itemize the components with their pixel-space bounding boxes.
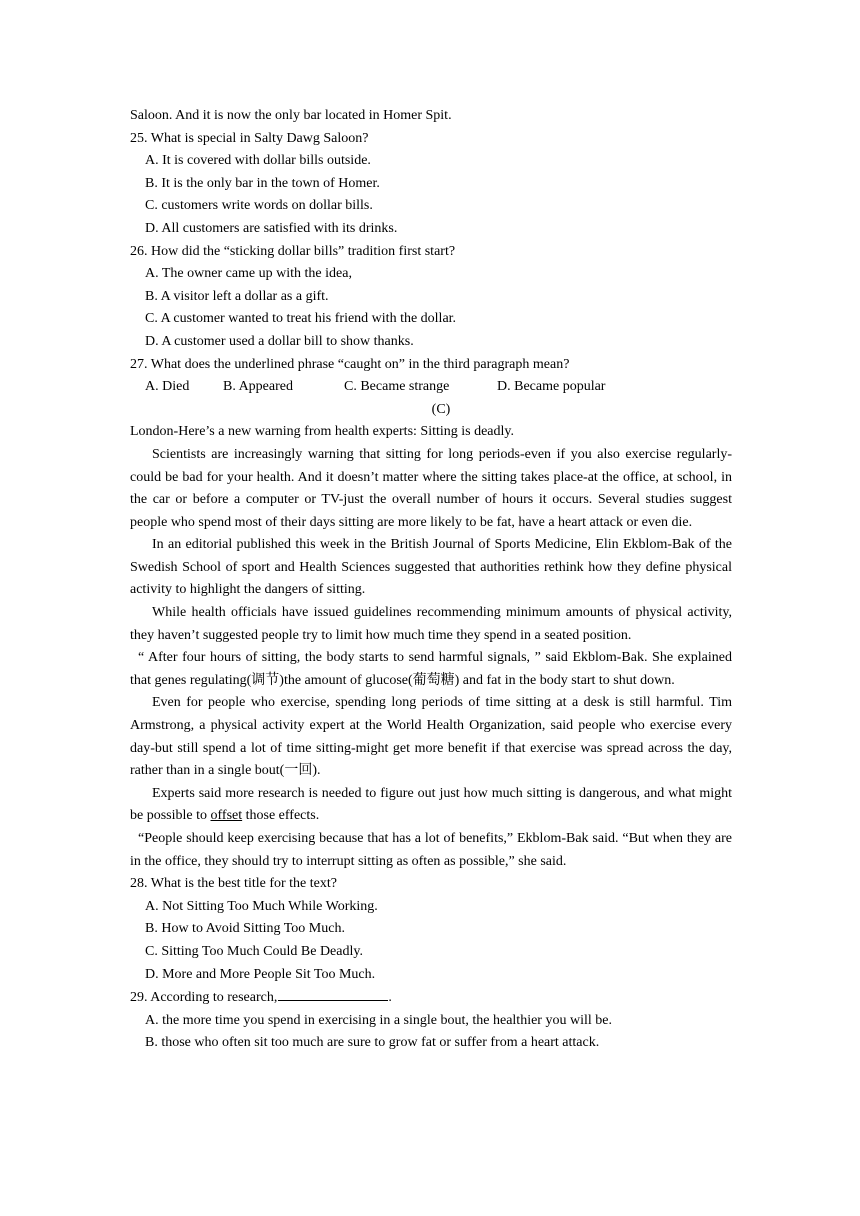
q27-option-d: D. Became popular — [497, 379, 606, 395]
q28-option-b: B. How to Avoid Sitting Too Much. — [145, 921, 345, 937]
q27-option-c: C. Became strange — [344, 379, 450, 395]
q26-option-c: C. A customer wanted to treat his friend with the dollar. — [145, 311, 457, 327]
q26-option-a: A. The owner came up with the idea, — [145, 266, 352, 282]
q28-option-a: A. Not Sitting Too Much While Working. — [145, 898, 378, 914]
q25-option-d: D. All customers are satisfied with its drinks. — [145, 220, 398, 236]
q29-option-b: B. those who often sit too much are sure to grow fat or suffer from a heart attack. — [145, 1035, 600, 1051]
q26-option-b: B. A visitor left a dollar as a gift. — [145, 288, 329, 304]
passage-paragraph-2: In an editorial published this week in the British Journal of Sports Medicine, Elin Ekblom-Bak of the Swedish School of sport and Health Sciences suggested that authorities rethink how they define physical activity to highlight the dangers of sitting. — [130, 537, 732, 598]
passage-paragraph-6 — [130, 783, 732, 828]
paragraph-6-text-before: Experts said more research is needed to figure out just how much sitting is dangerous, and what might be possible to — [130, 785, 732, 824]
question-29-suffix: . — [388, 990, 392, 1006]
question-28: 28. What is the best title for the text? — [130, 876, 337, 892]
q25-option-c: C. customers write words on dollar bills. — [145, 198, 373, 214]
passage-paragraph-3: While health officials have issued guidelines recommending minimum amounts of physical activity, they haven’t suggested people try to limit how much time they spend in a seated position. — [130, 605, 732, 643]
passage-paragraph-5: Even for people who exercise, spending long periods of time sitting at a desk is still harmful. Tim Armstrong, a physical activity expert at the World Health Organization, said people who exercise every day-but still spend a lot of time sitting-might get more benefit if that exercise was spread across the day, rather than in a single bout(一回). — [130, 695, 732, 779]
q27-options — [130, 376, 732, 399]
question-27: 27. What does the underlined phrase “caught on” in the third paragraph mean? — [130, 356, 570, 372]
q28-option-c: C. Sitting Too Much Could Be Deadly. — [145, 943, 363, 959]
q25-option-b: B. It is the only bar in the town of Homer. — [145, 175, 380, 191]
q28-option-d: D. More and More People Sit Too Much. — [145, 966, 376, 982]
question-26: 26. How did the “sticking dollar bills” tradition first start? — [130, 243, 456, 259]
passage-paragraph-7: “People should keep exercising because that has a lot of benefits,” Ekblom-Bak said. “But when they are in the office, they should try to interrupt sitting as often as possible,” she said. — [130, 831, 732, 869]
question-29 — [130, 986, 732, 1010]
q27-option-a: A. Died — [145, 379, 190, 395]
section-c-heading: (C) — [431, 401, 451, 417]
answer-blank — [278, 986, 388, 1001]
underlined-word-offset: offset — [210, 808, 243, 824]
document-content — [130, 105, 732, 1055]
q26-option-d: D. A customer used a dollar bill to show thanks. — [145, 333, 414, 349]
q27-option-b: B. Appeared — [223, 379, 293, 395]
question-29-prefix: 29. According to research, — [130, 990, 278, 1006]
passage-first-line: London-Here’s a new warning from health experts: Sitting is deadly. — [130, 424, 514, 440]
question-25: 25. What is special in Salty Dawg Saloon? — [130, 130, 369, 146]
passage-paragraph-1: Scientists are increasingly warning that sitting for long periods-even if you also exercise regularly-could be bad for your health. And it doesn’t matter where the sitting takes place-at the office, at school, in the car or before a computer or TV-just the overall number of hours it occurs. Several studies suggest people who spend most of their days sitting are more likely to be fat, have a heart attack or even die. — [130, 446, 732, 530]
passage-paragraph-4: “ After four hours of sitting, the body starts to send harmful signals, ” said Ekblom-Bak. She explained that genes regulating(调节)the amount of glucose(葡萄糖) and fat in the body start to shut down. — [130, 650, 732, 688]
q25-option-a: A. It is covered with dollar bills outside. — [145, 153, 371, 169]
intro-line: Saloon. And it is now the only bar located in Homer Spit. — [130, 108, 452, 123]
q29-option-a: A. the more time you spend in exercising in a single bout, the healthier you will be. — [145, 1012, 612, 1028]
paragraph-6-text-after: those effects. — [242, 808, 320, 824]
